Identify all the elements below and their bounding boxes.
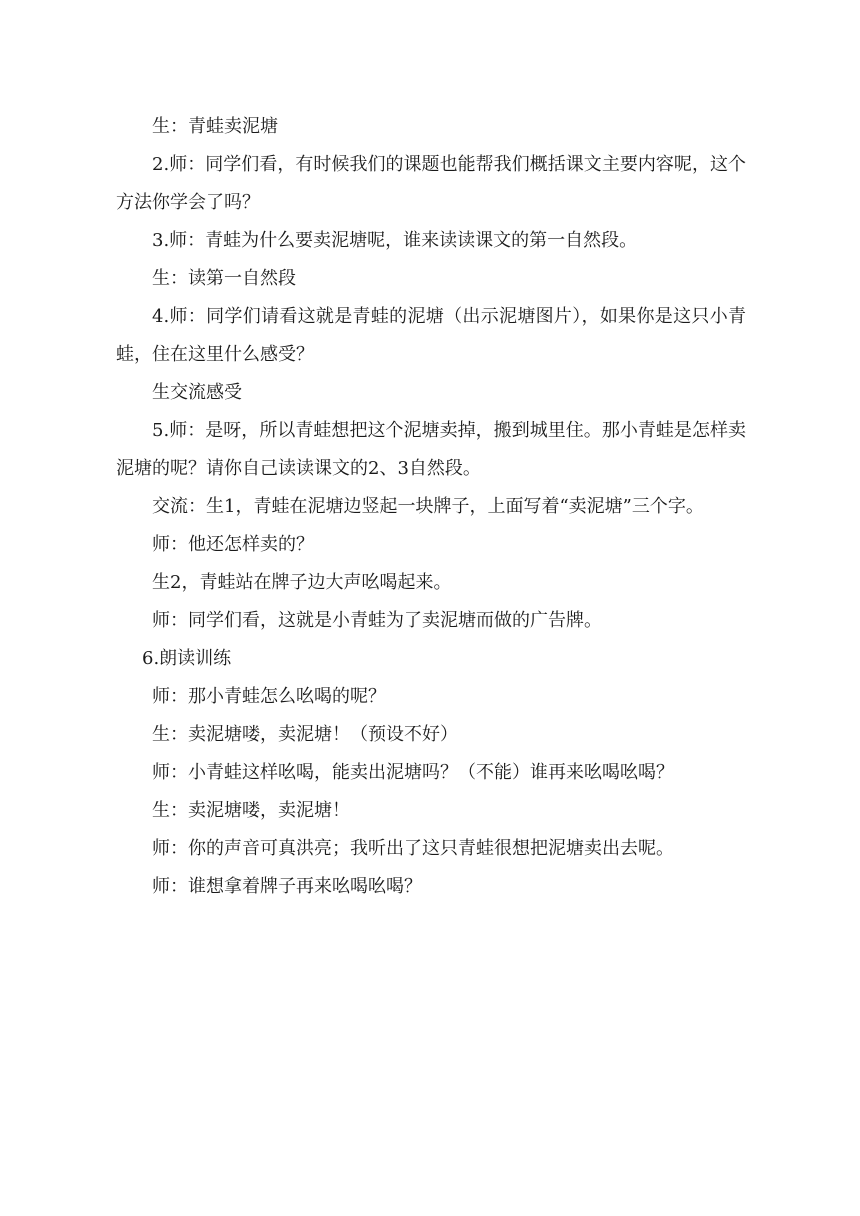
paragraph-teacher-5: 5.师：是呀，所以青蛙想把这个泥塘卖掉，搬到城里住。那小青蛙是怎样卖泥塘的呢？请你自己读读课文的2、3自然段。	[116, 420, 746, 479]
paragraph-teacher-sign: 师：同学们看，这就是小青蛙为了卖泥塘而做的广告牌。	[152, 610, 602, 631]
paragraph-student-exchange: 生交流感受	[152, 382, 242, 403]
paragraph-teacher-praise: 师：你的声音可真洪亮；我听出了这只青蛙很想把泥塘卖出去呢。	[152, 838, 674, 859]
paragraph-teacher-4: 4.师：同学们请看这就是青蛙的泥塘（出示泥塘图片），如果你是这只小青蛙，住在这里什么感受？	[116, 306, 746, 365]
paragraph-teacher-3: 3.师：青蛙为什么要卖泥塘呢，谁来读读课文的第一自然段。	[152, 230, 638, 251]
paragraph-teacher-sign-again: 师：谁想拿着牌子再来吆喝吆喝？	[152, 876, 422, 897]
paragraph-exchange-1: 交流：生1，青蛙在泥塘边竖起一块牌子，上面写着“卖泥塘”三个字。	[152, 496, 704, 517]
paragraph-reading-training: 6.朗读训练	[142, 648, 232, 669]
paragraph-student-shout-2: 生：卖泥塘喽，卖泥塘！	[152, 800, 350, 821]
paragraph-teacher-how: 师：那小青蛙怎么吆喝的呢？	[152, 686, 386, 707]
paragraph-student-read: 生：读第一自然段	[152, 268, 296, 289]
paragraph-teacher-ask: 师：他还怎样卖的？	[152, 534, 314, 555]
lesson-transcript	[116, 108, 746, 906]
paragraph-student-shout-1: 生：卖泥塘喽，卖泥塘！（预设不好）	[152, 724, 458, 745]
paragraph-teacher-2: 2.师：同学们看，有时候我们的课题也能帮我们概括课文主要内容呢，这个方法你学会了吗？	[116, 154, 746, 213]
paragraph-teacher-again: 师：小青蛙这样吆喝，能卖出泥塘吗？（不能）谁再来吆喝吆喝？	[152, 762, 674, 783]
paragraph-student-2: 生2，青蛙站在牌子边大声吆喝起来。	[152, 572, 452, 593]
paragraph-student-title: 生：青蛙卖泥塘	[152, 116, 278, 137]
